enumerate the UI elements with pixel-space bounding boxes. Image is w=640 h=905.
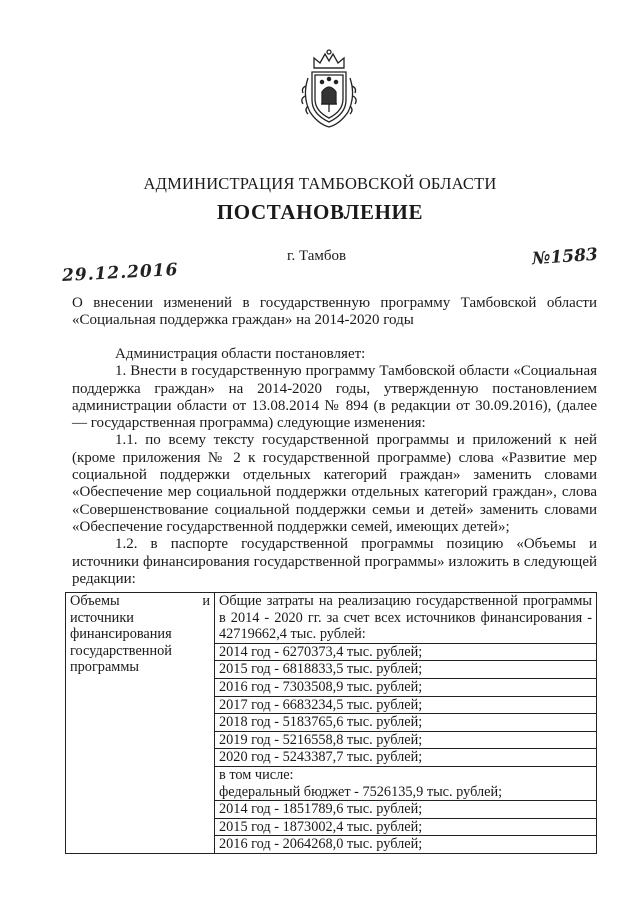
handwritten-date: 29.12.2016	[61, 259, 179, 287]
body-paragraph-1-1: 1.1. по всему тексту государственной программы и приложений к ней (кроме приложения № 2 к государственной программе) слова «Развитие мер социальной поддержки отдельных категорий граждан» заменить словами «Обеспечение мер социальной поддержки отдельных категорий граждан», слова «Совершенствование социальной поддержки семьи и детей» заменить словами «Обеспечение государственной поддержки семей, имеющих детей»;	[72, 432, 597, 535]
body-paragraph-1-2: 1.2. в паспорте государственной программы позицию «Объемы и источники финансирования государственной программы» изложить в следующей редакции:	[72, 536, 597, 587]
funding-line: 2016 год - 2064268,0 тыс. рублей;	[215, 835, 596, 853]
funding-total-text: Общие затраты на реализацию государственной программы в 2014 - 2020 гг. за счет всех источников финансирования - 42719662,4 тыс. рублей:	[219, 593, 592, 643]
document-body	[72, 346, 597, 588]
coat-of-arms-emblem	[298, 48, 360, 130]
body-paragraph-1: 1. Внести в государственную программу Тамбовской области «Социальная поддержка граждан» на 2014-2020 годы, утвержденную постановлением администрации области от 13.08.2014 № 894 (в редакции от 30.09.2016), (далее — государственная программа) следующие изменения:	[72, 363, 597, 432]
organization-title: АДМИНИСТРАЦИЯ ТАМБОВСКОЙ ОБЛАСТИ	[143, 174, 497, 193]
document-type-title: ПОСТАНОВЛЕНИЕ	[216, 200, 424, 224]
funding-line: 2014 год - 6270373,4 тыс. рублей;	[215, 643, 596, 661]
table-left-cell	[66, 593, 215, 854]
funding-line: 2018 год - 5183765,6 тыс. рублей;	[215, 713, 596, 731]
funding-line: 2019 год - 5216558,8 тыс. рублей;	[215, 731, 596, 749]
table-right-cell	[215, 593, 597, 854]
funding-line: 2016 год - 7303508,9 тыс. рублей;	[215, 678, 596, 696]
funding-line: 2015 год - 1873002,4 тыс. рублей;	[215, 818, 596, 836]
left-label-and: и	[202, 593, 210, 609]
funding-line: в том числе:	[215, 766, 596, 784]
funding-line: 2017 год - 6683234,5 тыс. рублей;	[215, 696, 596, 714]
program-passport-table	[65, 592, 597, 854]
document-subject: О внесении изменений в государственную программу Тамбовской области «Социальная поддержка граждан» на 2014-2020 годы	[72, 295, 597, 328]
table-row	[66, 593, 597, 854]
body-intro: Администрация области постановляет:	[115, 346, 366, 362]
left-label-line: финансирования	[70, 626, 172, 643]
funding-line: федеральный бюджет - 7526135,9 тыс. рублей;	[219, 783, 503, 800]
funding-line: 2015 год - 6818833,5 тыс. рублей;	[215, 660, 596, 678]
handwritten-number: №1583	[531, 244, 599, 270]
left-label-first: Объемы	[70, 593, 120, 609]
city-label: г. Тамбов	[287, 248, 347, 264]
left-label-line: государственной	[70, 642, 172, 659]
funding-line: 2014 год - 1851789,6 тыс. рублей;	[215, 800, 596, 818]
funding-line: 2020 год - 5243387,7 тыс. рублей;	[215, 748, 596, 766]
left-label-line: источники	[70, 609, 134, 626]
left-label-line: программы	[70, 659, 140, 676]
